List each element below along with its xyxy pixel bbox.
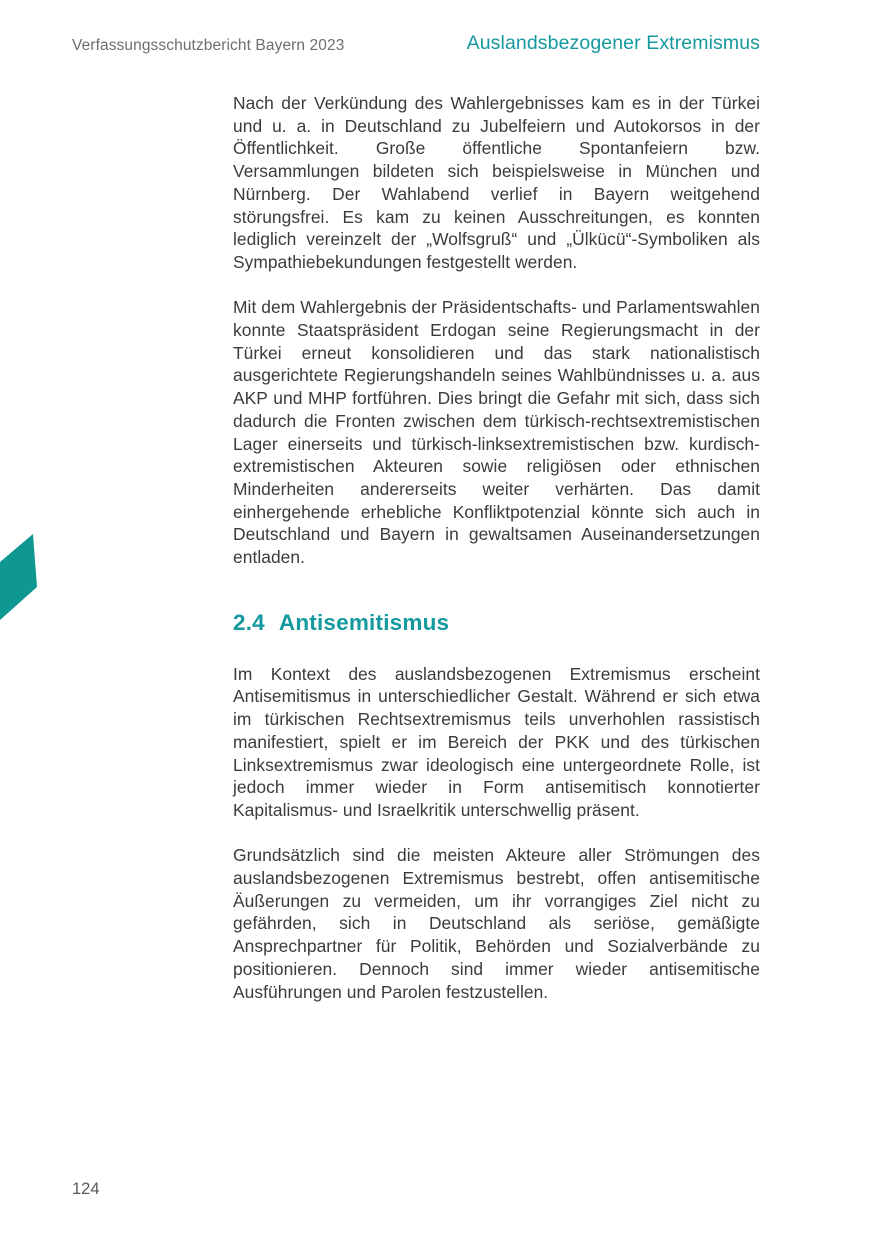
page-number: 124 (72, 1180, 100, 1198)
body-paragraph-1: Nach der Verkündung des Wahlergebnisses kam es in der Türkei und u. a. in Deutschland zu Jubelfeiern und Autokorsos in der Öffentlichkeit. Große öffentliche Spontanfeiern bzw. Versammlungen bildeten sich beispielsweise in München und Nürnberg. Der Wahlabend verlief in Bayern weitgehend störungsfrei. Es kam zu keinen Ausschreitungen, es konnten lediglich vereinzelt der „Wolfsgruß“ und „Ülkücü“-Symboliken als Sympathiebekundungen festgestellt werden. (233, 93, 760, 272)
report-title: Verfassungsschutzbericht Bayern 2023 (72, 37, 345, 54)
body-paragraph-4: Grundsätzlich sind die meisten Akteure aller Strömungen des auslandsbezogenen Extremismus bestrebt, offen antisemitische Äußerungen zu vermeiden, um ihr vorrangiges Ziel nicht zu gefährden, sich in Deutschland als seriöse, gemäßigte Ansprechpartner für Politik, Behörden und Sozialverbände zu positionieren. Dennoch sind immer wieder antisemitische Ausführungen und Parolen festzustellen. (233, 845, 760, 1002)
section-number: 2.4 (233, 609, 265, 635)
body-text-column (233, 92, 760, 1026)
section-heading (233, 609, 760, 637)
body-paragraph-2: Mit dem Wahlergebnis der Präsidentschafts- und Parlamentswahlen konnte Staatspräsident Erdogan seine Regierungsmacht in der Türkei erneut konsolidieren und das stark nationalistisch ausgerichtete Regierungshandeln seines Wahlbündnisses u. a. aus AKP und MHP fortführen. Dies bringt die Gefahr mit sich, dass sich dadurch die Fronten zwischen dem türkisch-rechtsextremistischen Lager einerseits und türkisch-linksextremistischen bzw. kurdisch-extremistischen Akteuren sowie religiösen oder ethnischen Minderheiten andererseits weiter verhärten. Das damit einhergehende erhebliche Konfliktpotenzial könnte sich auch in Deutschland und Bayern in gewaltsamen Auseinandersetzungen entladen. (233, 297, 760, 568)
body-paragraph-3: Im Kontext des auslandsbezogenen Extremismus erscheint Antisemitismus in unterschiedlicher Gestalt. Während er sich etwa im türkischen Rechtsextremismus teils unverhohlen rassistisch manifestiert, spielt er im Bereich der PKK und des türkischen Linksextremismus zwar ideologisch eine untergeordnete Rolle, ist jedoch immer wieder in Form antisemitisch konnotierter Kapitalismus- und Israelkritik unterschwellig präsent. (233, 663, 760, 820)
section-title: Antisemitismus (278, 609, 450, 635)
section-marker-icon (0, 534, 40, 622)
chapter-title: Auslandsbezogener Extremismus (466, 32, 760, 54)
